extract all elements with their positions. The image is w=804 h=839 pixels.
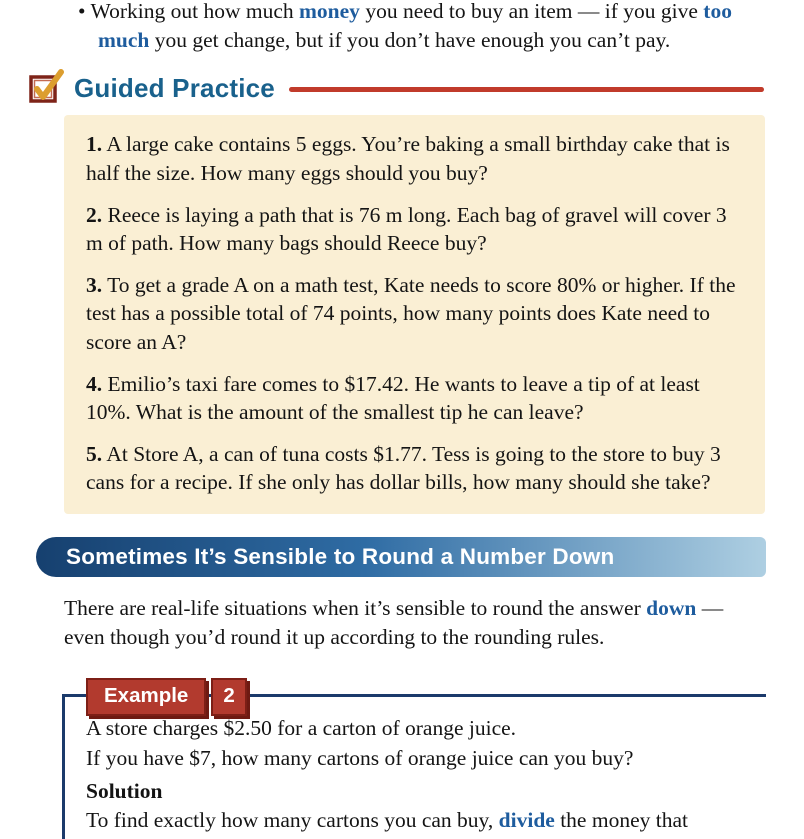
section-banner-title: Sometimes It’s Sensible to Round a Number Down [66, 544, 615, 569]
solution-text-1: To find exactly how many cartons you can buy, [86, 807, 499, 832]
problem-text: Reece is laying a path that is 76 m long. Each bag of gravel will cover 3 m of path. How many bags should Reece buy? [86, 202, 727, 256]
practice-problem-5 [86, 440, 743, 497]
practice-problem-1 [86, 130, 743, 187]
section-banner [36, 537, 766, 577]
problem-text: A large cake contains 5 eggs. You’re baking a small birthday cake that is half the size. How many eggs should you buy? [86, 132, 730, 186]
practice-problem-4 [86, 370, 743, 427]
problem-number: 1. [86, 132, 103, 157]
solution-first-line [86, 806, 766, 835]
problem-text: To get a grade A on a math test, Kate needs to score 80% or higher. If the test has a possible total of 74 points, how many points does Kate need to score an A? [86, 272, 736, 355]
intro-bullet-paragraph [78, 0, 762, 55]
example-number-badge: 2 [211, 678, 246, 716]
problem-number: 3. [86, 272, 103, 297]
problem-number: 5. [86, 441, 103, 466]
guided-practice-heading [28, 68, 764, 109]
solution-text-2: the money that [554, 807, 688, 832]
section-intro-paragraph [64, 594, 760, 652]
intro-text-3: you get change, but if you don’t have enough you can’t pay. [149, 28, 671, 53]
intro-bold-too-much: too much [98, 0, 732, 53]
checked-checkbox-icon [28, 68, 64, 109]
example-problem-line-1: A store charges $2.50 for a carton of orange juice. [86, 716, 517, 741]
section-intro-text-2: — even though you’d round it up according to the rounding rules. [64, 596, 724, 650]
example-labels [86, 678, 247, 716]
intro-text-1: Working out how much [90, 0, 300, 23]
intro-text-2: you need to buy an item — if you give [359, 0, 704, 23]
guided-practice-box [64, 115, 765, 514]
example-label-badge: Example [86, 678, 206, 716]
bullet-glyph: • [78, 0, 86, 23]
solution-bold-divide: divide [498, 807, 555, 832]
problem-text: Emilio’s taxi fare comes to $17.42. He wants to leave a tip of at least 10%. What is the amount of the smallest tip he can leave? [86, 371, 700, 425]
section-intro-text-1: There are real-life situations when it’s sensible to round the answer [64, 596, 647, 620]
guided-practice-title: Guided Practice [74, 73, 275, 104]
problem-number: 2. [86, 202, 103, 227]
problem-text: At Store A, a can of tuna costs $1.77. Tess is going to the store to buy 3 cans for a recipe. If she only has dollar bills, how many should she take? [86, 441, 721, 495]
problem-number: 4. [86, 371, 103, 396]
example-problem-line-2: If you have $7, how many cartons of orange juice can you buy? [86, 745, 634, 770]
section-intro-bold-down: down [646, 596, 697, 620]
example-block [62, 684, 766, 839]
practice-problem-2 [86, 201, 743, 258]
practice-problem-3 [86, 271, 743, 357]
solution-label: Solution [86, 778, 163, 803]
heading-rule-line [289, 87, 764, 92]
intro-bold-money: money [299, 0, 360, 23]
